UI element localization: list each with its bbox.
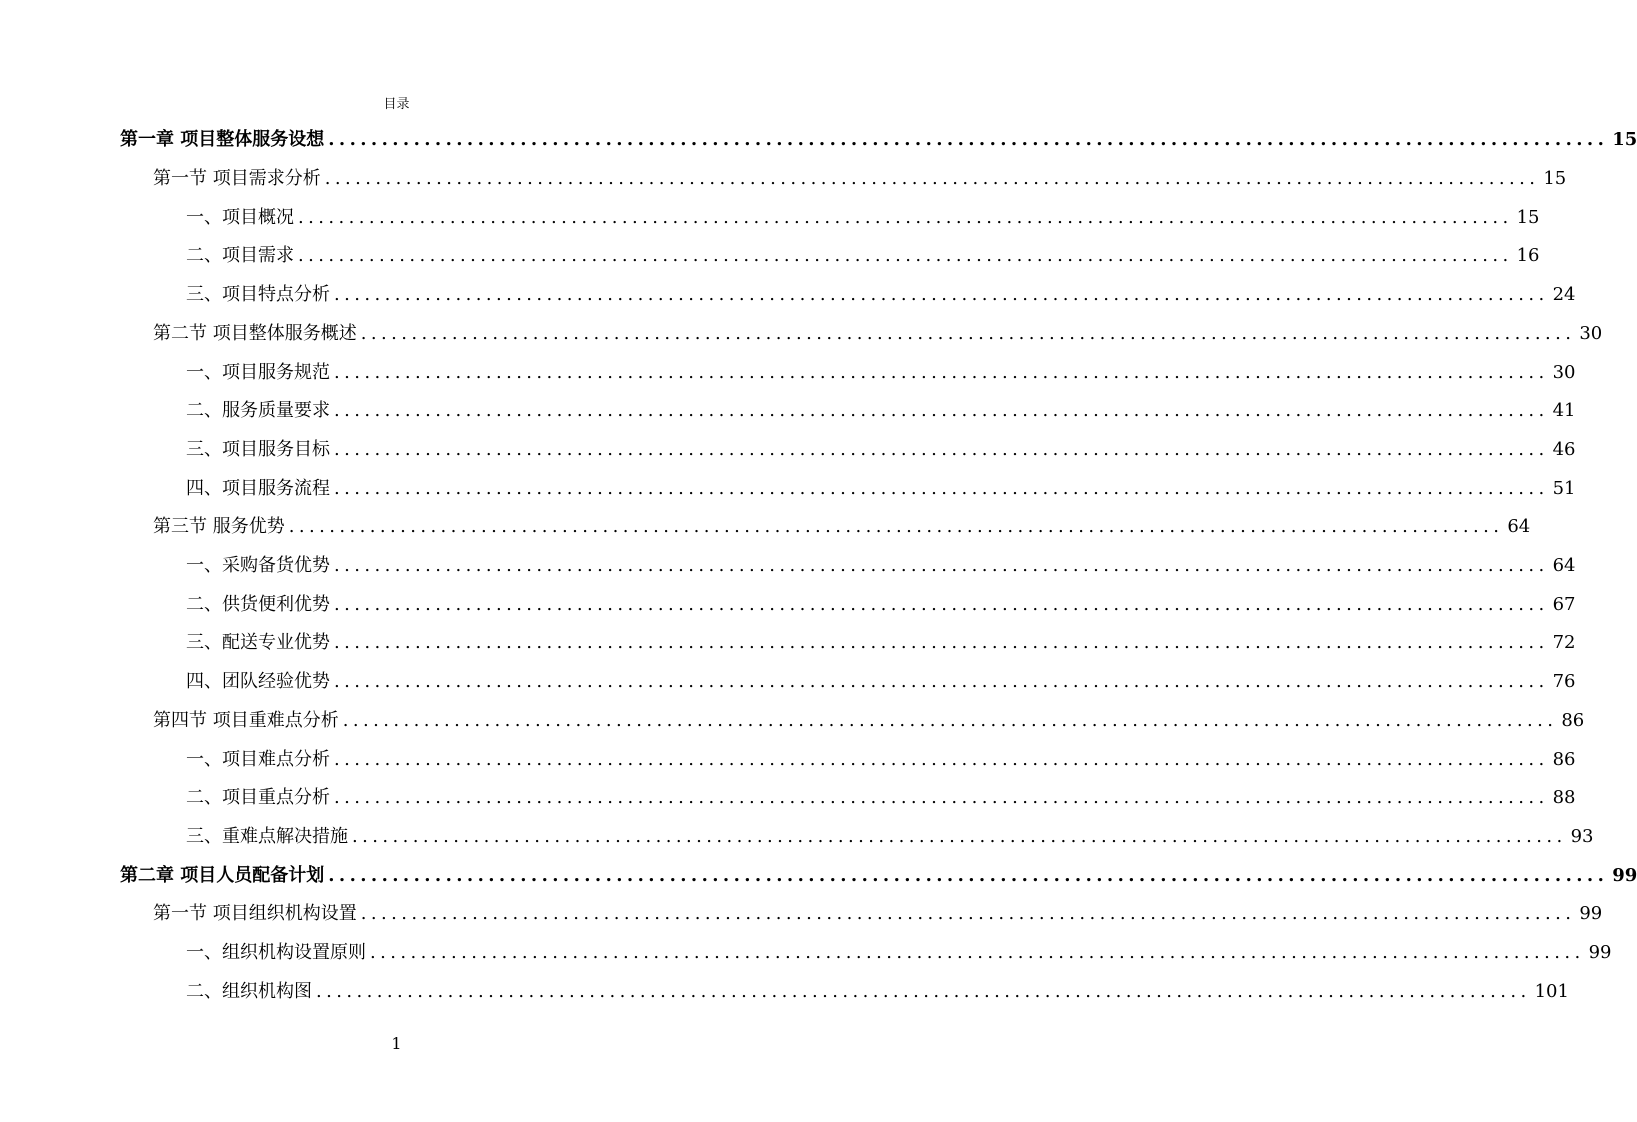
toc-subsection-entry[interactable] (186, 934, 1612, 973)
toc-entry-title: 一、组织机构设置原则 (186, 942, 366, 964)
toc-section-entry[interactable] (153, 315, 1603, 354)
toc-entry-title: 二、项目需求 (186, 245, 294, 267)
toc-entry-title: 一、采购备货优势 (186, 555, 330, 577)
toc-subsection-entry[interactable] (186, 779, 1576, 818)
toc-entry-title: 二、供货便利优势 (186, 593, 330, 615)
toc-entry-title: 二、组织机构图 (186, 980, 312, 1002)
toc-entry-page-number: 64 (1507, 516, 1531, 538)
toc-entry-title: 一、项目难点分析 (186, 748, 330, 770)
toc-subsection-entry[interactable] (186, 353, 1576, 392)
toc-dot-leader: ........................................................................................................................ (334, 438, 1549, 460)
toc-dot-leader: ........................................................................................................................ (334, 555, 1549, 577)
toc-dot-leader: ........................................................................................................................ (352, 825, 1567, 847)
toc-entry-page-number: 67 (1552, 593, 1576, 615)
toc-entry-title: 三、重难点解决措施 (186, 825, 348, 847)
toc-dot-leader: ........................................................................................................................ (334, 787, 1549, 809)
toc-subsection-entry[interactable] (186, 469, 1576, 508)
toc-subsection-entry[interactable] (186, 972, 1569, 1011)
toc-dot-leader: ........................................................................................................................ (288, 516, 1504, 538)
toc-entry-page-number: 101 (1534, 980, 1569, 1002)
toc-entry-title: 四、团队经验优势 (186, 671, 330, 693)
toc-entry-title: 一、项目服务规范 (186, 361, 330, 383)
toc-dot-leader: ........................................................................................................................ (334, 632, 1549, 654)
toc-dot-leader: ........................................................................................................................ (334, 671, 1549, 693)
toc-entry-title: 一、项目概况 (186, 206, 294, 228)
toc-subsection-entry[interactable] (186, 663, 1576, 702)
toc-entry-page-number: 86 (1561, 709, 1585, 731)
page-number: 1 (391, 1034, 402, 1053)
toc-entry-page-number: 99 (1579, 903, 1603, 925)
toc-entry-title: 第二节 项目整体服务概述 (153, 322, 357, 344)
toc-entry-page-number: 99 (1588, 942, 1612, 964)
toc-entry-page-number: 76 (1552, 671, 1576, 693)
toc-dot-leader: ........................................................................................................................ (334, 284, 1549, 306)
toc-dot-leader: ........................................................................................................................ (342, 709, 1558, 731)
toc-entry-page-number: 41 (1552, 400, 1576, 422)
toc-dot-leader: ........................................................................................................................ (334, 593, 1549, 615)
toc-entry-title: 三、项目服务目标 (186, 438, 330, 460)
page-title: 目录 (383, 97, 410, 112)
toc-entry-page-number: 15 (1543, 168, 1567, 190)
toc-dot-leader: ........................................................................................................................ (324, 168, 1540, 190)
toc-entry-title: 二、服务质量要求 (186, 400, 330, 422)
toc-entry-page-number: 86 (1552, 748, 1576, 770)
toc-entry-title: 第一节 项目需求分析 (153, 168, 321, 190)
toc-dot-leader: ........................................................................................................................ (360, 903, 1576, 925)
toc-dot-leader: ........................................................................................................................ (370, 942, 1585, 964)
toc-entry-page-number: 93 (1570, 825, 1594, 847)
toc-dot-leader: ........................................................................................................................ (328, 864, 1609, 886)
toc-subsection-entry[interactable] (186, 818, 1594, 857)
toc-entry-page-number: 15 (1612, 129, 1637, 151)
toc-entry-title: 四、项目服务流程 (186, 477, 330, 499)
toc-entry-page-number: 15 (1516, 206, 1540, 228)
toc-entry-title: 第四节 项目重难点分析 (153, 709, 339, 731)
toc-subsection-entry[interactable] (186, 431, 1576, 470)
toc-dot-leader: ........................................................................................................................ (298, 245, 1513, 267)
toc-chapter-entry[interactable] (120, 856, 1637, 895)
toc-dot-leader: ........................................................................................................................ (334, 361, 1549, 383)
toc-entry-title: 三、项目特点分析 (186, 284, 330, 306)
toc-dot-leader: ........................................................................................................................ (334, 748, 1549, 770)
toc-dot-leader: ........................................................................................................................ (334, 477, 1549, 499)
toc-section-entry[interactable] (153, 508, 1531, 547)
toc-section-entry[interactable] (153, 702, 1585, 741)
toc-subsection-entry[interactable] (186, 585, 1576, 624)
toc-entry-title: 第三节 服务优势 (153, 516, 285, 538)
toc-entry-page-number: 51 (1552, 477, 1576, 499)
toc-entry-title: 第二章 项目人员配备计划 (120, 864, 325, 886)
toc-subsection-entry[interactable] (186, 276, 1576, 315)
toc-section-entry[interactable] (153, 895, 1603, 934)
toc-dot-leader: ........................................................................................................................ (298, 206, 1513, 228)
toc-entry-page-number: 30 (1579, 322, 1603, 344)
toc-dot-leader: ........................................................................................................................ (328, 129, 1609, 151)
toc-entry-page-number: 72 (1552, 632, 1576, 654)
toc-entry-page-number: 16 (1516, 245, 1540, 267)
toc-chapter-entry[interactable] (120, 121, 1637, 160)
toc-subsection-entry[interactable] (186, 237, 1540, 276)
toc-entry-page-number: 24 (1552, 284, 1576, 306)
toc-subsection-entry[interactable] (186, 392, 1576, 431)
toc-dot-leader: ........................................................................................................................ (334, 400, 1549, 422)
toc-entry-page-number: 46 (1552, 438, 1576, 460)
toc-dot-leader: ........................................................................................................................ (360, 322, 1576, 344)
toc-entry-title: 三、配送专业优势 (186, 632, 330, 654)
toc-subsection-entry[interactable] (186, 740, 1576, 779)
toc-section-entry[interactable] (153, 160, 1567, 199)
toc-entry-page-number: 30 (1552, 361, 1576, 383)
toc-entry-title: 第一章 项目整体服务设想 (120, 129, 325, 151)
toc-entry-page-number: 99 (1612, 864, 1637, 886)
toc-entry-page-number: 88 (1552, 787, 1576, 809)
toc-entry-title: 第一节 项目组织机构设置 (153, 903, 357, 925)
toc-entry-page-number: 64 (1552, 555, 1576, 577)
toc-subsection-entry[interactable] (186, 624, 1576, 663)
toc-subsection-entry[interactable] (186, 198, 1540, 237)
toc-subsection-entry[interactable] (186, 547, 1576, 586)
toc-entry-title: 二、项目重点分析 (186, 787, 330, 809)
toc-dot-leader: ........................................................................................................................ (316, 980, 1531, 1002)
